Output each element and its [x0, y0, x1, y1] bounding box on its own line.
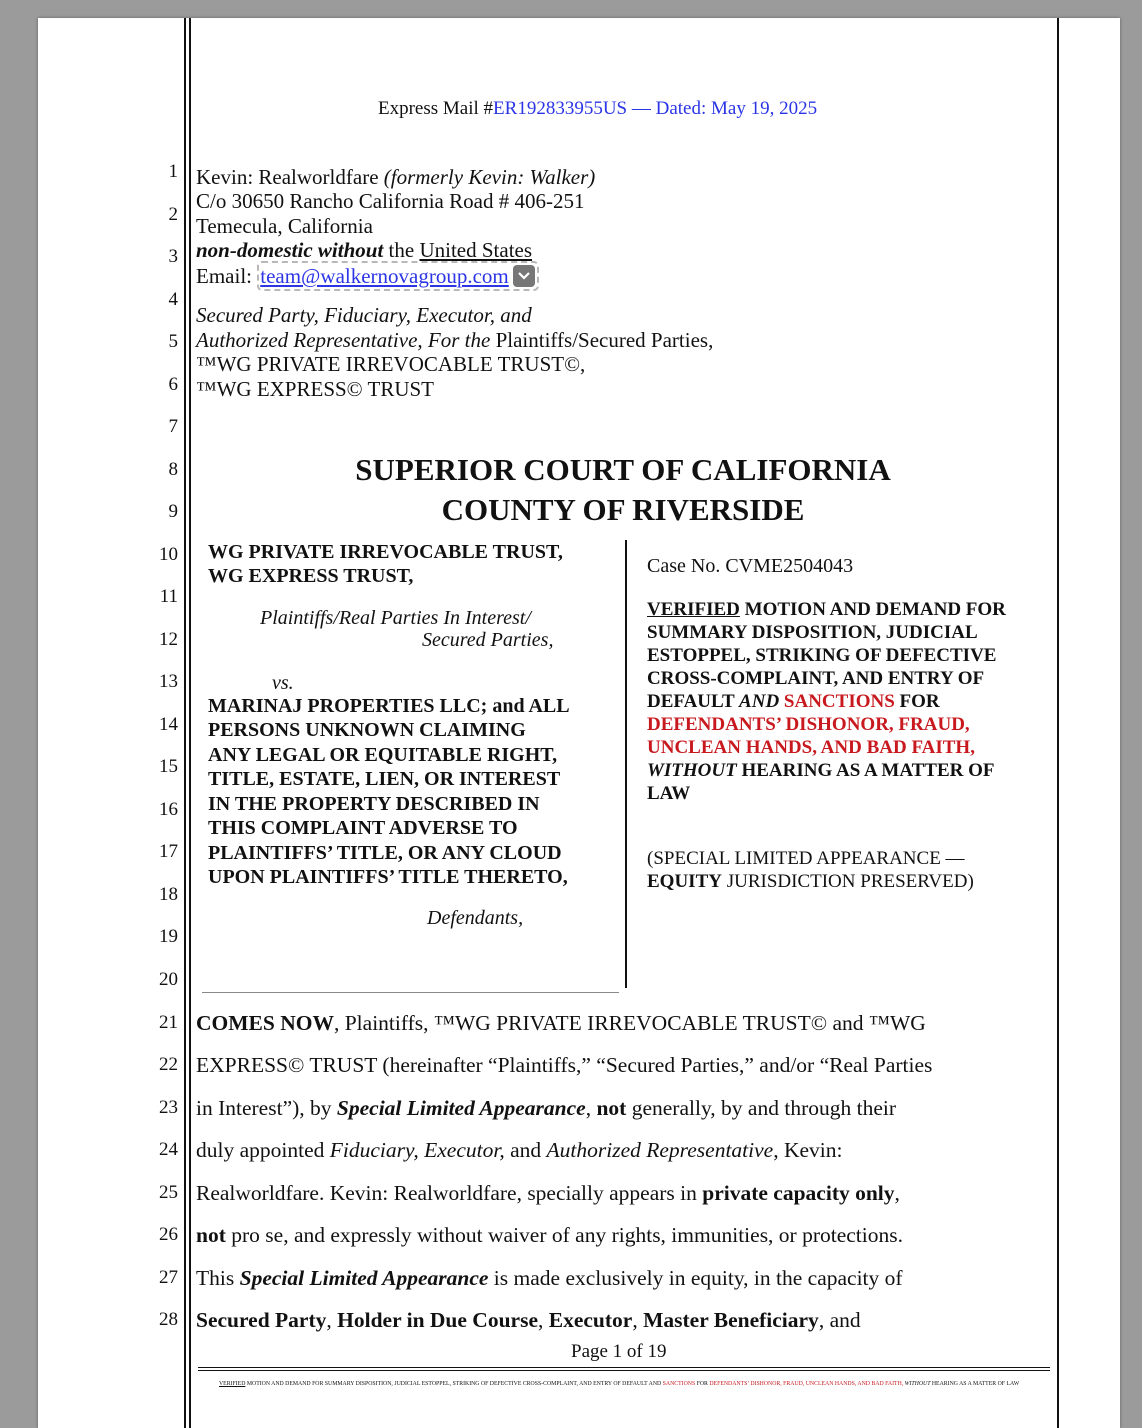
right-margin-rule — [1057, 18, 1059, 1428]
sender-trust-1: ™WG PRIVATE IRREVOCABLE TRUST©, — [196, 352, 586, 376]
line-number: 5 — [168, 331, 178, 352]
versus-text: vs. — [272, 672, 294, 694]
caption-vertical-divider — [625, 540, 627, 988]
sender-address-1: C/o 30650 Rancho California Road # 406-251 — [196, 189, 585, 213]
defendant-role: Defendants, — [427, 907, 524, 929]
line-number: 2 — [168, 204, 178, 225]
defendant-line: ANY LEGAL OR EQUITABLE RIGHT, — [208, 744, 558, 766]
defendant-line: THIS COMPLAINT ADVERSE TO — [208, 817, 518, 839]
dated-text: — Dated: May 19, 2025 — [627, 98, 818, 119]
left-margin-rule-outer — [184, 18, 186, 1428]
plaintiff-role-2: Secured Parties, — [422, 629, 554, 651]
left-margin-rule-inner — [189, 18, 191, 1428]
page-number: Page 1 of 19 — [571, 1341, 667, 1362]
case-number: Case No. CVME2504043 — [647, 555, 854, 577]
line-number: 26 — [159, 1224, 178, 1245]
body-line-22: EXPRESS© TRUST (hereinafter “Plaintiffs,” “Secured Parties,” and/or “Real Parties — [196, 1053, 933, 1077]
line-number: 15 — [159, 756, 178, 777]
line-number: 25 — [159, 1182, 178, 1203]
line-number: 20 — [159, 969, 178, 990]
line-number: 3 — [168, 246, 178, 267]
chevron-down-icon — [517, 270, 531, 282]
line-number: 17 — [159, 841, 178, 862]
defendant-line: TITLE, ESTATE, LIEN, OR INTEREST — [208, 768, 561, 790]
line-number: 24 — [159, 1139, 178, 1160]
line-number: 16 — [159, 799, 178, 820]
sender-trust-2: ™WG EXPRESS© TRUST — [196, 377, 435, 401]
email-link[interactable]: team@walkernovagroup.com — [260, 264, 509, 288]
express-mail-header: Express Mail #ER192833955US — Dated: May 19, 2025 — [378, 98, 818, 119]
special-appearance-note: (SPECIAL LIMITED APPEARANCE — EQUITY JURISDICTION PRESERVED) — [647, 848, 974, 892]
sender-address-2: Temecula, California — [196, 214, 373, 238]
line-number: 10 — [159, 544, 178, 565]
body-line-24: duly appointed Fiduciary, Executor, and Authorized Representative, Kevin: — [196, 1138, 843, 1162]
sender-role-2: Authorized Representative, For the Plaintiffs/Secured Parties, — [196, 328, 714, 352]
footer-rule-bottom — [198, 1370, 1050, 1371]
line-number: 22 — [159, 1054, 178, 1075]
line-number: 4 — [168, 289, 178, 310]
defendant-line: PERSONS UNKNOWN CLAIMING — [208, 719, 526, 741]
line-number: 14 — [159, 714, 178, 735]
court-title-1: SUPERIOR COURT OF CALIFORNIA — [355, 452, 891, 487]
sender-name: Kevin: Realworldfare (formerly Kevin: Walker) — [196, 165, 596, 189]
body-line-25: Realworldfare. Kevin: Realworldfare, specially appears in private capacity only, — [196, 1181, 900, 1205]
body-line-26: not pro se, and expressly without waiver of any rights, immunities, or protections. — [196, 1223, 903, 1247]
line-number: 12 — [159, 629, 178, 650]
footer-title: VERIFIED MOTION AND DEMAND FOR SUMMARY DISPOSITION, JUDICIAL ESTOPPEL, STRIKING OF DEFECTIVE CROSS-COMPLAINT, AND ENTRY OF DEFAULT AND SANCTIONS FOR DEFENDANTS’ DISHONOR, FRAUD, UNCLEAN HANDS, AND BAD FAITH, WITHOUT HEARING AS A MATTER OF LAW — [219, 1381, 1020, 1387]
line-number: 1 — [168, 161, 178, 182]
line-number: 18 — [159, 884, 178, 905]
line-number: 27 — [159, 1267, 178, 1288]
line-number: 23 — [159, 1097, 178, 1118]
defendant-line: MARINAJ PROPERTIES LLC; and ALL — [208, 695, 570, 717]
defendant-line: UPON PLAINTIFFS’ TITLE THERETO, — [208, 866, 568, 888]
body-line-28: Secured Party, Holder in Due Course, Executor, Master Beneficiary, and — [196, 1308, 861, 1332]
line-number: 28 — [159, 1309, 178, 1330]
document-page — [38, 18, 1120, 1428]
line-number: 11 — [159, 586, 178, 607]
sender-status: non-domestic without the United States — [196, 238, 533, 262]
line-number: 8 — [168, 459, 178, 480]
defendant-line: IN THE PROPERTY DESCRIBED IN — [208, 793, 540, 815]
plaintiff-role-1: Plaintiffs/Real Parties In Interest/ — [260, 607, 531, 629]
line-number: 6 — [168, 374, 178, 395]
line-number: 7 — [168, 416, 178, 437]
body-line-23: in Interest”), by Special Limited Appearance, not generally, by and through their — [196, 1096, 897, 1120]
motion-title: VERIFIED MOTION AND DEMAND FOR SUMMARY DISPOSITION, JUDICIAL ESTOPPEL, STRIKING OF DEFECTIVE CROSS-COMPLAINT, AND ENTRY OF DEFAULT AND SANCTIONS FOR DEFENDANTS’ DISHONOR, FRAUD, UNCLEAN HANDS, AND BAD FAITH, WITHOUT HEARING AS A MATTER OF LAW — [647, 599, 1006, 804]
line-number: 9 — [168, 501, 178, 522]
court-title-2: COUNTY OF RIVERSIDE — [441, 492, 805, 527]
plaintiff-name: WG EXPRESS TRUST, — [208, 565, 414, 587]
line-number: 19 — [159, 926, 178, 947]
sender-email-line: Email: team@walkernovagroup.com — [196, 261, 539, 291]
body-line-21: COMES NOW, Plaintiffs, ™WG PRIVATE IRREVOCABLE TRUST© and ™WG — [196, 1011, 926, 1035]
email-link-box[interactable] — [257, 261, 539, 291]
caption-bottom-rule — [202, 992, 619, 993]
line-number: 13 — [159, 671, 178, 692]
defendant-line: PLAINTIFFS’ TITLE, OR ANY CLOUD — [208, 842, 562, 864]
footer-rule-top — [198, 1367, 1050, 1368]
tracking-number: ER192833955US — [493, 98, 628, 119]
line-number: 21 — [159, 1012, 178, 1033]
plaintiff-name: WG PRIVATE IRREVOCABLE TRUST, — [208, 541, 563, 563]
body-line-27: This Special Limited Appearance is made exclusively in equity, in the capacity of — [196, 1266, 903, 1290]
sender-role-1: Secured Party, Fiduciary, Executor, and — [196, 303, 532, 327]
link-dropdown-button[interactable] — [513, 265, 535, 287]
